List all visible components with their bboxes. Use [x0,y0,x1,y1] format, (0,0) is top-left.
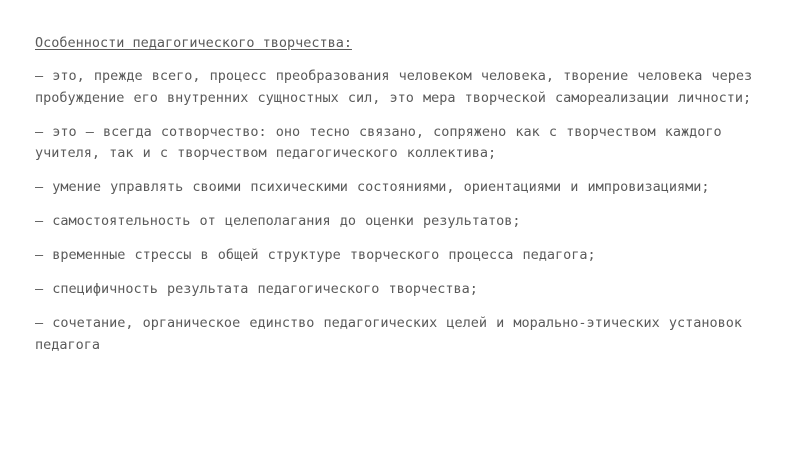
list-item: – временные стрессы в общей структуре творческого процесса педагога; [35,247,596,263]
list-item: – сочетание, органическое единство педагогических целей и морально-этических установок педагога [35,315,742,353]
section-heading: Особенности педагогического творчества: [35,35,352,51]
list-item: – умение управлять своими психическими состояниями, ориентациями и импровизациями; [35,179,710,195]
list-item: – это, прежде всего, процесс преобразования человеком человека, творение человека через пробуждение его внутренних сущностных сил, это мера творческой самореализации личности; [35,68,753,106]
list-item: – это – всегда сотворчество: оно тесно связано, сопряжено как с творчеством каждого учителя, так и с творчеством педагогического коллектива; [35,123,722,161]
list-item: – специфичность результата педагогического творчества; [35,281,478,297]
list-item: – самостоятельность от целеполагания до оценки результатов; [35,213,521,229]
